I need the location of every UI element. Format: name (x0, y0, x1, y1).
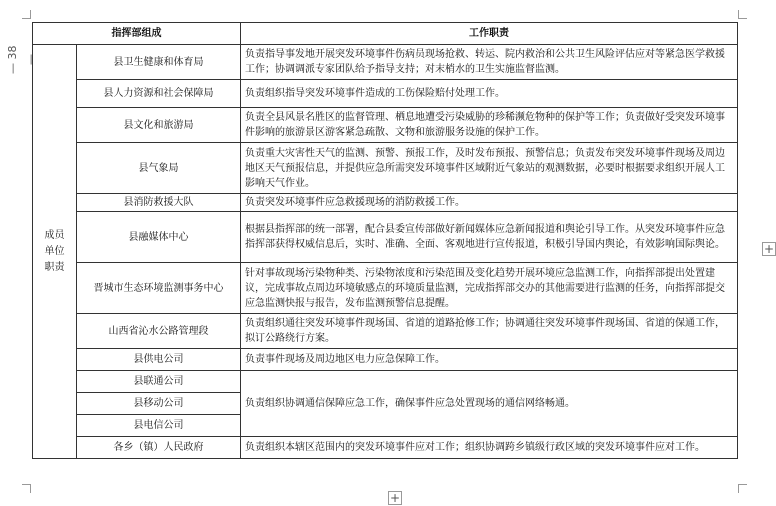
unit-name: 县卫生健康和体育局 (77, 45, 241, 80)
header-duty-column: 工作职责 (241, 23, 738, 45)
unit-duty: 根据县指挥部的统一部署，配合县委宣传部做好新闻媒体应急新闻报道和舆论引导工作。从突发环境事件应急指挥部获得权威信息后，实时、准确、全面、客观地进行宣传报道，积极引导国内舆论，有效影响国际舆论。 (241, 212, 738, 263)
unit-duty: 负责指导事发地开展突发环境事件伤病员现场抢救、转运、院内救治和公共卫生风险评估应对等紧急医学救援工作；协调调派专家团队给予指导支持；对末梢水的卫生实施监督监测。 (241, 45, 738, 80)
unit-name: 县融媒体中心 (77, 212, 241, 263)
unit-duty: 负责组织本辖区范围内的突发环境事件应对工作；组织协调跨乡镇级行政区域的突发环境事件应对工作。 (241, 437, 738, 459)
unit-name: 县电信公司 (77, 415, 241, 437)
table-row (33, 194, 738, 212)
table-row (33, 108, 738, 143)
crop-mark-top-right (738, 10, 747, 19)
unit-duty: 负责组织通往突发环境事件现场国、省道的道路抢修工作；协调通往突发环境事件现场国、省道的保通工作，拟订公路绕行方案。 (241, 314, 738, 349)
page-number: — 38 — (6, 45, 37, 75)
unit-name: 县移动公司 (77, 393, 241, 415)
header-unit-column: 指挥部组成 (33, 23, 241, 45)
unit-duty: 负责全县风景名胜区的监督管理、栖息地遭受污染威胁的珍稀濒危物种的保护等工作；负责做好受突发环境事件影响的旅游景区游客紧急疏散、文物和旅游服务设施的保护工作。 (241, 108, 738, 143)
unit-name: 晋城市生态环境监测事务中心 (77, 263, 241, 314)
unit-name: 县文化和旅游局 (77, 108, 241, 143)
unit-name: 山西省沁水公路管理段 (77, 314, 241, 349)
member-label-line: 成员 (44, 229, 65, 241)
table-row (33, 80, 738, 108)
table-row (33, 143, 738, 194)
table-row (33, 437, 738, 459)
table-row (33, 212, 738, 263)
table-row (33, 349, 738, 371)
member-unit-group-label (33, 45, 77, 459)
table-row (33, 314, 738, 349)
crop-mark-bottom-left (22, 484, 31, 493)
unit-duty: 负责突发环境事件应急救援现场的消防救援工作。 (241, 194, 738, 212)
member-label-line: 职责 (44, 261, 65, 273)
crop-mark-bottom-right (738, 484, 747, 493)
unit-duty: 负责组织指导突发环境事件造成的工伤保险赔付处理工作。 (241, 80, 738, 108)
table-row (33, 263, 738, 314)
unit-duty-shared: 负责组织协调通信保障应急工作，确保事件应急处置现场的通信网络畅通。 (241, 371, 738, 437)
add-row-button[interactable] (388, 491, 402, 505)
crop-mark-top-left (22, 10, 31, 19)
plus-icon: + (763, 242, 775, 256)
unit-name: 县供电公司 (77, 349, 241, 371)
table-row (33, 45, 738, 80)
member-label-line: 单位 (44, 245, 65, 257)
table-header-row (33, 23, 738, 45)
unit-duty: 负责重大灾害性天气的监测、预警、预报工作，及时发布预报、预警信息；负责发布突发环境事件现场及周边地区天气预报信息，并提供应急所需突发环境事件区域附近气象站的观测数据，必要时根据要求组织开展人工影响天气作业。 (241, 143, 738, 194)
unit-name: 县消防救援大队 (77, 194, 241, 212)
unit-duty: 负责事件现场及周边地区电力应急保障工作。 (241, 349, 738, 371)
plus-icon: + (389, 491, 401, 505)
unit-name: 各乡（镇）人民政府 (77, 437, 241, 459)
table-row (33, 371, 738, 393)
unit-duty: 针对事故现场污染物种类、污染物浓度和污染范围及变化趋势开展环境应急监测工作，向指挥部提出处置建议，完成事故点周边环境敏感点的环境质量监测，完成指挥部交办的其他需要进行监测的任务，向指挥部提交应急监测快报与报告，发布监测预警信息提醒。 (241, 263, 738, 314)
duty-table (32, 22, 738, 459)
add-column-button[interactable] (762, 242, 776, 256)
unit-name: 县联通公司 (77, 371, 241, 393)
unit-name: 县人力资源和社会保障局 (77, 80, 241, 108)
unit-name: 县气象局 (77, 143, 241, 194)
